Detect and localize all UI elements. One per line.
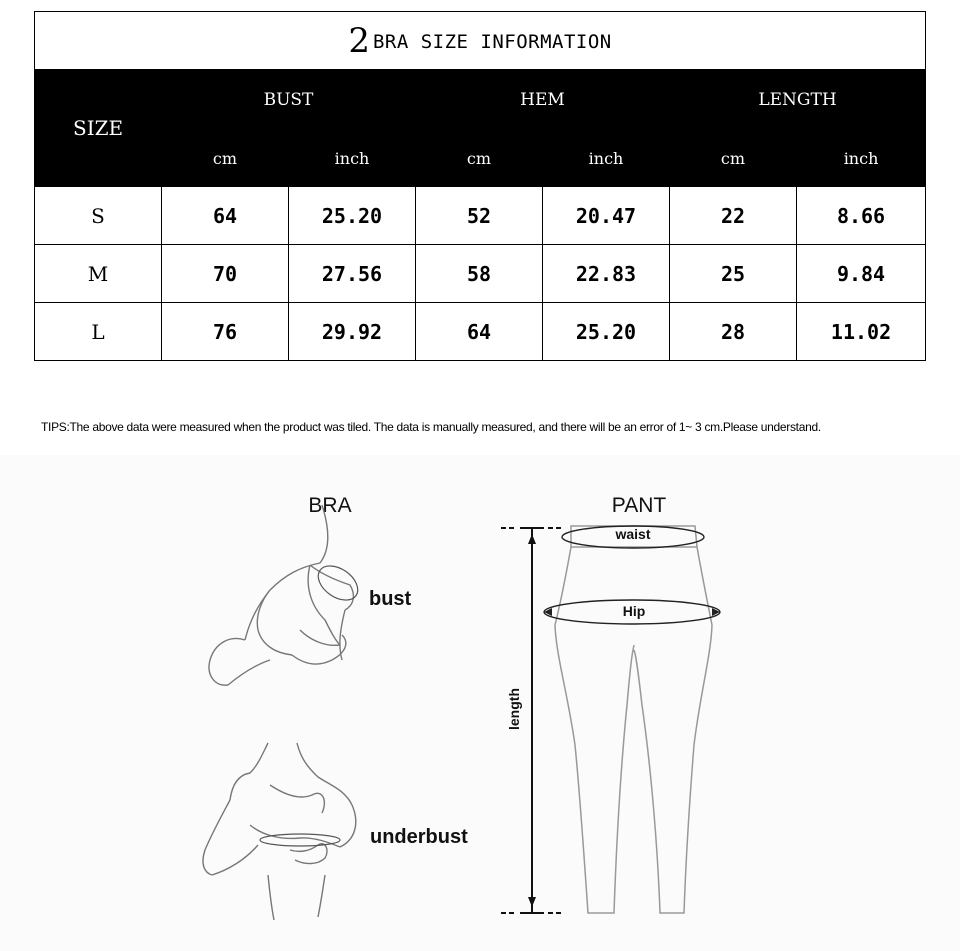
table-title: [35, 12, 926, 70]
cell-value: 11.02: [797, 303, 926, 361]
waist-label: waist: [615, 526, 651, 542]
cell-value: 20.47: [543, 187, 670, 245]
header-hem: HEM: [416, 70, 670, 131]
bra-title: BRA: [308, 494, 352, 517]
table-title-number: 2: [348, 20, 370, 61]
unit-header: cm: [162, 131, 289, 187]
unit-header: cm: [670, 131, 797, 187]
header-bust: BUST: [162, 70, 416, 131]
cell-value: 70: [162, 245, 289, 303]
row-size: L: [35, 303, 162, 361]
underbust-figure: [203, 743, 356, 920]
header-size: SIZE: [35, 70, 162, 187]
header-length: LENGTH: [670, 70, 926, 131]
table-row: [35, 187, 926, 245]
cell-value: 28: [670, 303, 797, 361]
measurement-illustration: [0, 455, 960, 951]
size-table: [34, 11, 926, 361]
cell-value: 22: [670, 187, 797, 245]
cell-value: 64: [416, 303, 543, 361]
table-row: [35, 303, 926, 361]
table-title-text: BRA SIZE INFORMATION: [372, 30, 612, 53]
tips-note: TIPS:The above data were measured when the product was tiled. The data is manually measured, and there will be an error of 1~ 3 cm.Please understand.: [41, 420, 821, 434]
cell-value: 22.83: [543, 245, 670, 303]
row-size: M: [35, 245, 162, 303]
cell-value: 9.84: [797, 245, 926, 303]
unit-header: inch: [543, 131, 670, 187]
cell-value: 29.92: [289, 303, 416, 361]
cell-value: 25: [670, 245, 797, 303]
cell-value: 25.20: [543, 303, 670, 361]
cell-value: 76: [162, 303, 289, 361]
cell-value: 64: [162, 187, 289, 245]
cell-value: 58: [416, 245, 543, 303]
bust-label: bust: [369, 588, 412, 610]
pant-title: PANT: [611, 494, 667, 517]
underbust-measure-line: [260, 834, 340, 846]
length-label: length: [506, 688, 522, 730]
hip-label: Hip: [622, 603, 646, 619]
cell-value: 27.56: [289, 245, 416, 303]
cell-value: 52: [416, 187, 543, 245]
pants-outline: [555, 526, 712, 913]
cell-value: 25.20: [289, 187, 416, 245]
row-size: S: [35, 187, 162, 245]
bust-measure-line: [312, 559, 364, 607]
unit-header: inch: [797, 131, 926, 187]
underbust-label: underbust: [370, 826, 468, 848]
unit-header: inch: [289, 131, 416, 187]
unit-header: cm: [416, 131, 543, 187]
cell-value: 8.66: [797, 187, 926, 245]
table-row: [35, 245, 926, 303]
